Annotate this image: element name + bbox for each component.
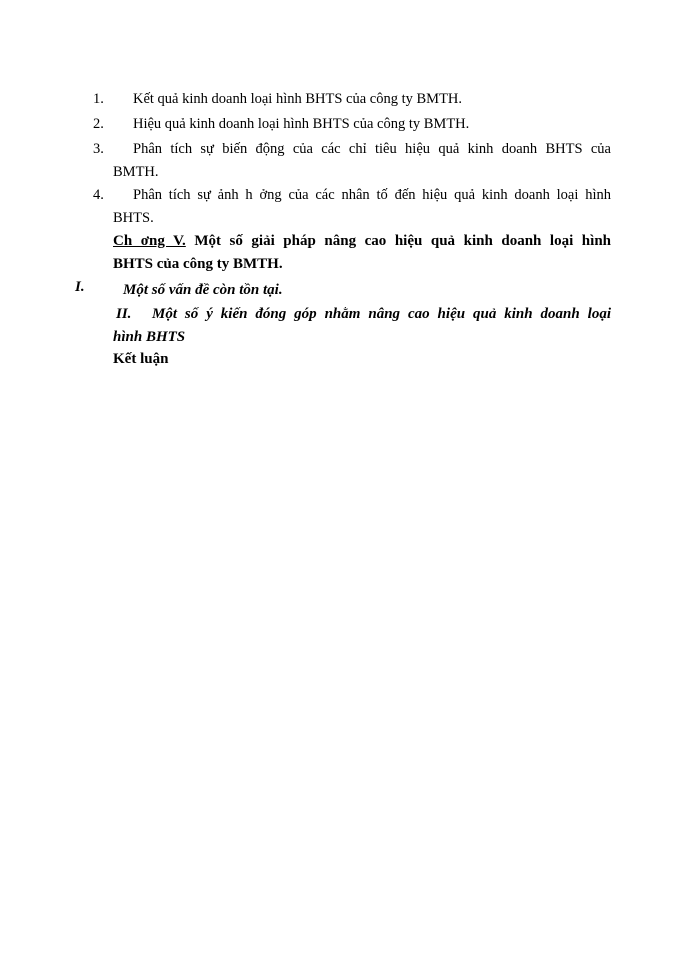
- chapter-label: Ch ơng V.: [113, 233, 186, 249]
- section-title-continued: hình BHTS: [113, 329, 186, 345]
- section-title: Một số vấn đề còn tồn tại.: [123, 282, 283, 298]
- section-number: II.: [116, 306, 132, 322]
- list-item-number: 2.: [93, 116, 104, 132]
- list-item-text-continued: BHTS.: [113, 210, 154, 226]
- chapter-title-line1: Một số giải pháp nâng cao hiệu quả kinh doanh loại hình: [185, 233, 611, 249]
- list-item-text: Kết quả kinh doanh loại hình BHTS của công ty BMTH.: [133, 91, 463, 107]
- section-number: I.: [75, 279, 85, 295]
- chapter-heading-continued: BHTS của công ty BMTH.: [113, 256, 283, 272]
- list-item-number: 1.: [93, 91, 104, 107]
- list-item-text: Phân tích sự ảnh h ởng của các nhân tố đến hiệu quả kinh doanh loại hình: [133, 187, 611, 203]
- conclusion-heading: Kết luận: [113, 351, 169, 367]
- list-item-text: Hiệu quả kinh doanh loại hình BHTS của công ty BMTH.: [133, 116, 470, 132]
- list-item-text: Phân tích sự biến động của các chỉ tiêu hiệu quả kinh doanh BHTS của: [133, 141, 611, 157]
- chapter-heading: [113, 230, 611, 253]
- list-item-text-continued: BMTH.: [113, 164, 159, 180]
- section-title: Một số ý kiến đóng góp nhằm nâng cao hiệu quả kinh doanh loại: [152, 306, 611, 322]
- list-item-number: 3.: [93, 141, 104, 157]
- list-item-number: 4.: [93, 187, 104, 203]
